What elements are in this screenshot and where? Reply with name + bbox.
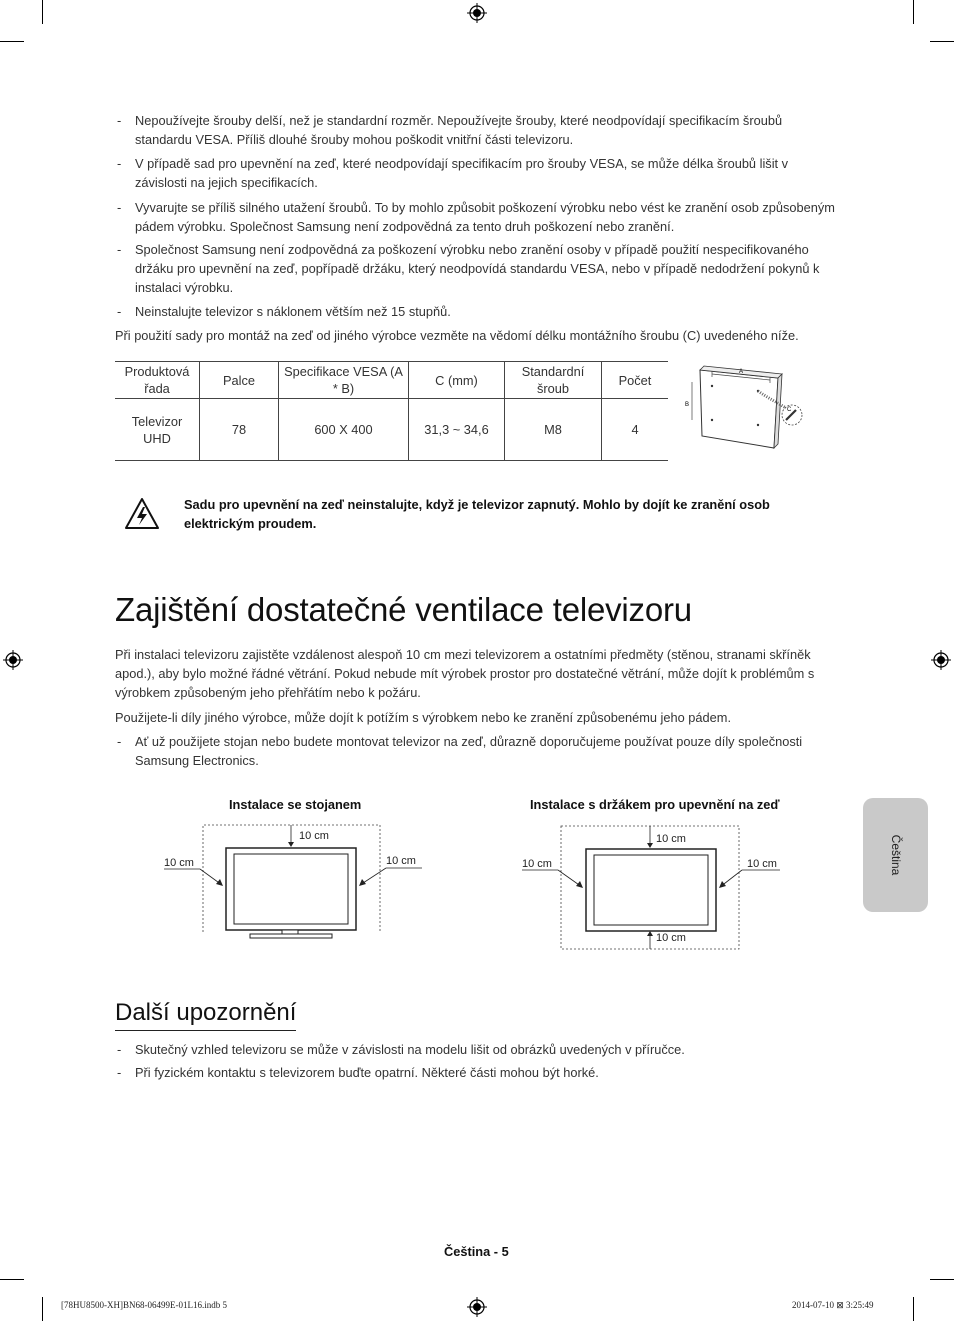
table-cell: 600 X 400 <box>279 399 409 461</box>
table-header-row <box>115 362 668 399</box>
distance-label: 10 cm <box>656 833 686 845</box>
table-header-cell: Standardní šroub <box>505 362 602 399</box>
crop-mark <box>0 1279 24 1280</box>
caption-stand: Instalace se stojanem <box>229 797 362 812</box>
ventilation-paragraph: Při instalaci televizoru zajistěte vzdálenost alespoň 10 cm mezi televizorem a ostatními předměty (stěnou, stranami skříněk apod.), aby bylo možné řádné větrání. Pokud nebude mít výrobek prostor pro dostatečné větrání, může dojít k problémům s výrobkem způsobeným jeho přehřátím nebo k požáru. <box>115 647 815 700</box>
table-cell: 78 <box>200 399 279 461</box>
crop-mark <box>930 41 954 42</box>
stand-installation-diagram <box>160 822 425 942</box>
crop-mark <box>913 0 914 24</box>
caption-wall: Instalace s držákem pro upevnění na zeď <box>530 797 780 812</box>
distance-label: 10 cm <box>522 858 552 870</box>
table-cell: M8 <box>505 399 602 461</box>
crop-mark <box>930 1279 954 1280</box>
table-header-cell: Počet <box>602 362 669 399</box>
language-tab-label: Čeština <box>888 834 903 876</box>
dimension-label: A <box>739 369 744 375</box>
section-heading: Další upozornění <box>115 999 296 1031</box>
dimension-label: C <box>787 407 792 413</box>
crop-mark <box>42 1297 43 1321</box>
dimension-label: B <box>685 402 690 408</box>
crop-mark <box>0 41 24 42</box>
language-tab <box>863 798 928 912</box>
electric-warning-icon <box>124 497 160 530</box>
print-slug-left: [78HU8500-XH]BN68-06499E-01L16.indb 5 <box>61 1300 227 1310</box>
table-header-cell: C (mm) <box>409 362 505 399</box>
ventilation-paragraph: Použijete-li díly jiného výrobce, může dojít k potížím s výrobkem nebo ke zranění způsobenému jeho pádem. <box>115 710 731 725</box>
page-title: Zajištění dostatečné ventilace televizoru <box>115 591 692 628</box>
distance-label: 10 cm <box>164 857 194 869</box>
table-cell: 31,3 ~ 34,6 <box>409 399 505 461</box>
registration-mark-icon <box>467 3 487 23</box>
table-header-cell: Palce <box>200 362 279 399</box>
distance-label: 10 cm <box>386 855 416 867</box>
table-cell: Televizor UHD <box>115 399 200 461</box>
crop-mark <box>913 1297 914 1321</box>
wall-installation-diagram <box>518 822 783 952</box>
distance-label: 10 cm <box>656 932 686 944</box>
distance-label: 10 cm <box>747 858 777 870</box>
print-slug-right: 2014-07-10 ⊠ 3:25:49 <box>792 1300 874 1310</box>
crop-mark <box>42 0 43 24</box>
registration-mark-icon <box>931 650 951 670</box>
registration-mark-icon <box>467 1297 487 1317</box>
table-header-cell: Produktová řada <box>115 362 200 399</box>
table-row <box>115 399 668 461</box>
table-intro: Při použití sady pro montáž na zeď od jiného výrobce vezměte na vědomí délku montážního šroubu (C) uvedeného níže. <box>115 328 799 343</box>
page-number: Čeština - 5 <box>444 1244 509 1259</box>
distance-label: 10 cm <box>299 830 329 842</box>
warning-text: Sadu pro upevnění na zeď neinstalujte, když je televizor zapnutý. Mohlo by dojít ke zranění osob elektrickým proudem. <box>184 497 770 531</box>
registration-mark-icon <box>3 650 23 670</box>
table-cell: 4 <box>602 399 669 461</box>
table-header-cell: Specifikace VESA (A * B) <box>279 362 409 399</box>
vesa-mount-diagram <box>682 358 812 458</box>
vesa-spec-table <box>115 361 668 461</box>
